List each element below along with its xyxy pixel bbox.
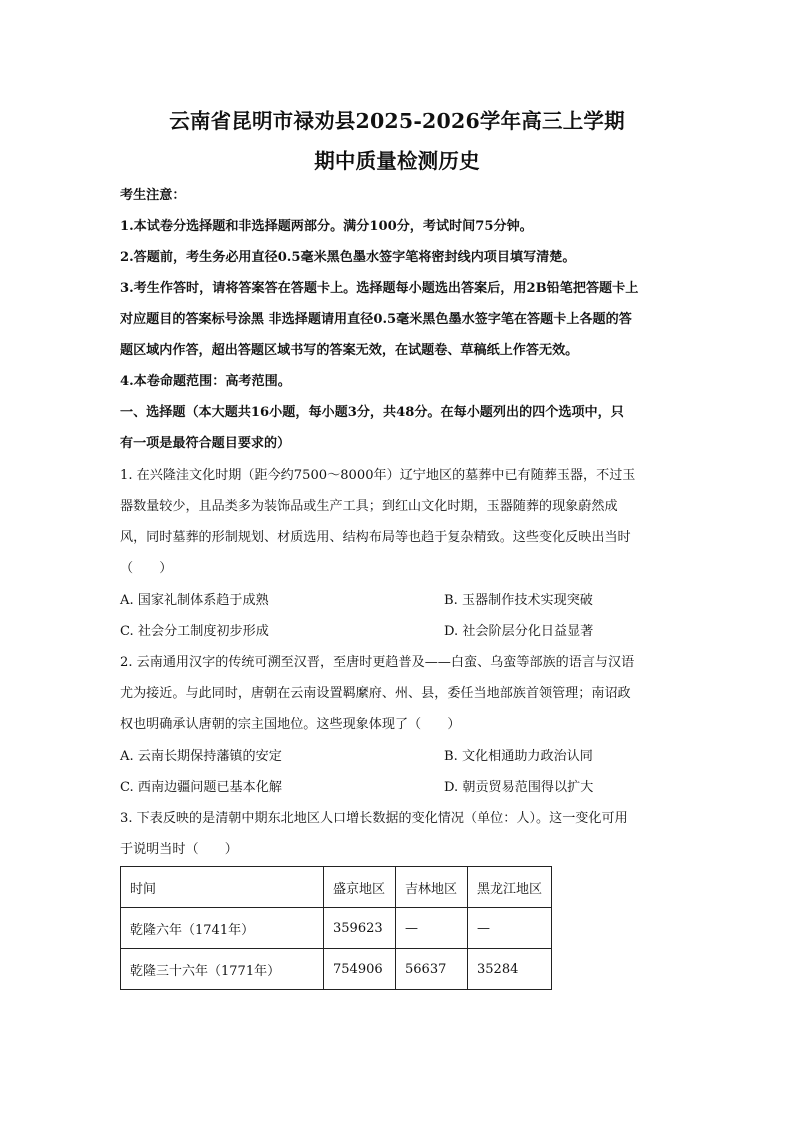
table-row [121, 908, 552, 949]
q2-option-b: B. 文化相通助力政治认同 [444, 749, 593, 764]
table-cell: 359623 [324, 908, 396, 949]
question-3-text: 于说明当时（ ） [120, 842, 238, 857]
notice-heading: 考生注意： [120, 188, 186, 203]
table-cell: — [468, 908, 552, 949]
table-header-cell: 时间 [121, 867, 324, 908]
q1-option-a: A. 国家礼制体系趋于成熟 [120, 593, 269, 608]
table-row [121, 949, 552, 990]
question-2-text: 2. 云南通用汉字的传统可溯至汉晋，至唐时更趋普及——白蛮、乌蛮等部族的语言与汉语 [120, 655, 635, 670]
question-1-text: 1. 在兴隆洼文化时期（距今约7500～8000年）辽宁地区的墓葬中已有随葬玉器，不过玉 [120, 468, 636, 483]
question-1-text: 器数量较少，且品类多为装饰品或生产工具；到红山文化时期，玉器随葬的现象蔚然成 [120, 499, 618, 514]
table-cell: 754906 [324, 949, 396, 990]
q2-option-c: C. 西南边疆问题已基本化解 [120, 780, 282, 795]
question-2-text: 尤为接近。与此同时，唐朝在云南设置羁縻府、州、县，委任当地部族首领管理；南诏政 [120, 686, 631, 701]
q1-option-d: D. 社会阶层分化日益显著 [444, 624, 594, 639]
notice-line: 3.考生作答时，请将答案答在答题卡上。选择题每小题选出答案后，用2B铅笔把答题卡上 [120, 281, 639, 296]
notice-line: 4.本卷命题范围：高考范围。 [120, 374, 291, 389]
exam-subtitle: 期中质量检测历史 [314, 149, 480, 173]
notice-line: 1.本试卷分选择题和非选择题两部分。满分100分，考试时间75分钟。 [120, 219, 533, 234]
question-1-text: （ ） [120, 561, 173, 576]
notice-line: 2.答题前，考生务必用直径0.5毫米黑色墨水签字笔将密封线内项目填写清楚。 [120, 250, 576, 265]
section-heading: 一、选择题（本大题共16小题，每小题3分，共48分。在每小题列出的四个选项中，只 [120, 405, 624, 420]
question-1-text: 风，同时墓葬的形制规划、材质选用、结构布局等也趋于复杂精致。这些变化反映出当时 [120, 530, 631, 545]
table-header-row [121, 867, 552, 908]
question-3-text: 3. 下表反映的是清朝中期东北地区人口增长数据的变化情况（单位：人）。这一变化可用 [120, 811, 628, 826]
table-cell: 乾隆六年（1741年） [121, 908, 324, 949]
table-header-cell: 黑龙江地区 [468, 867, 552, 908]
table-cell: — [396, 908, 468, 949]
q2-option-a: A. 云南长期保持藩镇的安定 [120, 749, 282, 764]
table-cell: 35284 [468, 949, 552, 990]
question-2-text: 权也明确承认唐朝的宗主国地位。这些现象体现了（ ） [120, 717, 461, 732]
q1-option-b: B. 玉器制作技术实现突破 [444, 593, 593, 608]
q2-option-d: D. 朝贡贸易范围得以扩大 [444, 780, 594, 795]
population-table [120, 866, 552, 990]
notice-line: 对应题目的答案标号涂黑 非选择题请用直径0.5毫米黑色墨水签字笔在答题卡上各题的答 [120, 312, 632, 327]
table-cell: 乾隆三十六年（1771年） [121, 949, 324, 990]
section-heading: 有一项是最符合题目要求的） [120, 436, 291, 451]
exam-title: 云南省昆明市禄劝县2025-2026学年高三上学期 [169, 109, 625, 133]
table-cell: 56637 [396, 949, 468, 990]
q1-option-c: C. 社会分工制度初步形成 [120, 624, 269, 639]
table-header-cell: 盛京地区 [324, 867, 396, 908]
notice-line: 题区域内作答，超出答题区域书写的答案无效，在试题卷、草稿纸上作答无效。 [120, 343, 579, 358]
table-header-cell: 吉林地区 [396, 867, 468, 908]
